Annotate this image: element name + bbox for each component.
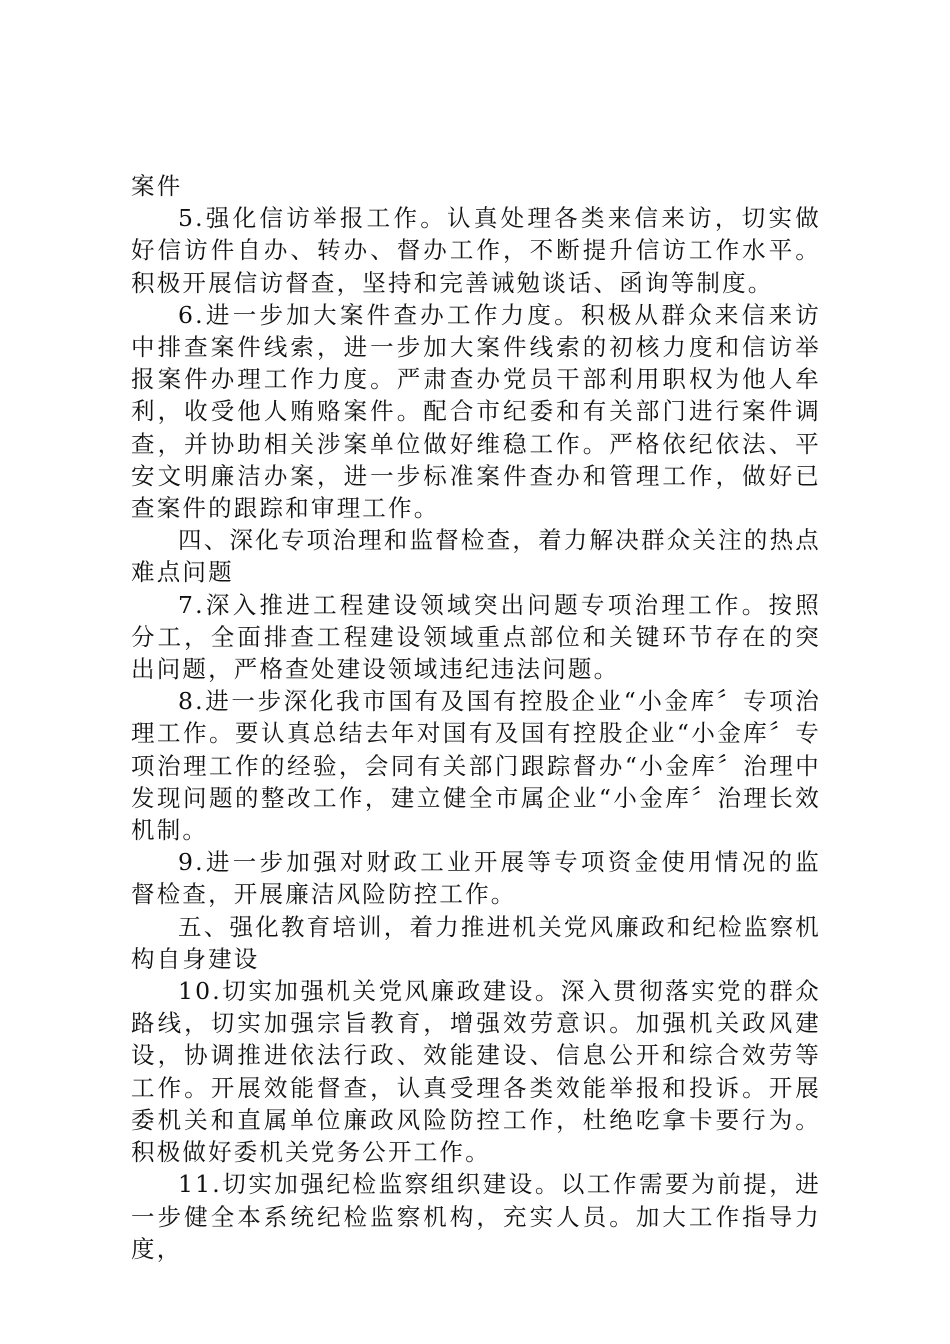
document-body bbox=[131, 170, 821, 1265]
section-heading-4: 四、深化专项治理和监督检查，着力解决群众关注的热点难点问题 bbox=[131, 526, 821, 587]
paragraph-item-8: 8.进一步深化我市国有及国有控股企业“小金库〞专项治理工作。要认真总结去年对国有及国有控股企业“小金库〞专项治理工作的经验，会同有关部门跟踪督办“小金库〞治理中发现问题的整改工作，建立健全市属企业“小金库〞治理长效机制。 bbox=[131, 687, 821, 845]
paragraph-item-6: 6.进一步加大案件查办工作力度。积极从群众来信来访中排查案件线索，进一步加大案件线索的初核力度和信访举报案件办理工作力度。严肃查办党员干部利用职权为他人牟利，收受他人贿赂案件。配合市纪委和有关部门进行案件调查，并协助相关涉案单位做好维稳工作。严格依纪依法、平安文明廉洁办案，进一步标准案件查办和管理工作，做好已查案件的跟踪和审理工作。 bbox=[131, 300, 821, 523]
paragraph-item-5: 5.强化信访举报工作。认真处理各类来信来访，切实做好信访件自办、转办、督办工作，不断提升信访工作水平。积极开展信访督查，坚持和完善诫勉谈话、函询等制度。 bbox=[131, 204, 821, 297]
section-heading-5: 五、强化教育培训，着力推进机关党风廉政和纪检监察机构自身建设 bbox=[131, 912, 821, 973]
paragraph-item-9: 9.进一步加强对财政工业开展等专项资金使用情况的监督检查，开展廉洁风险防控工作。 bbox=[131, 848, 821, 909]
paragraph-continuation: 案件 bbox=[131, 172, 183, 200]
paragraph-item-10: 10.切实加强机关党风廉政建设。深入贯彻落实党的群众路线，切实加强宗旨教育，增强效劳意识。加强机关政风建设，协调推进依法行政、效能建设、信息公开和综合效劳等工作。开展效能督查，认真受理各类效能举报和投诉。开展委机关和直属单位廉政风险防控工作，杜绝吃拿卡要行为。积极做好委机关党务公开工作。 bbox=[131, 977, 821, 1167]
paragraph-item-7: 7.深入推进工程建设领域突出问题专项治理工作。按照分工，全面排查工程建设领域重点部位和关键环节存在的突出问题，严格查处建设领域违纪违法问题。 bbox=[131, 590, 821, 684]
paragraph-item-11: 11.切实加强纪检监察组织建设。以工作需要为前提，进一步健全本系统纪检监察机构，充实人员。加大工作指导力度， bbox=[131, 1170, 821, 1263]
